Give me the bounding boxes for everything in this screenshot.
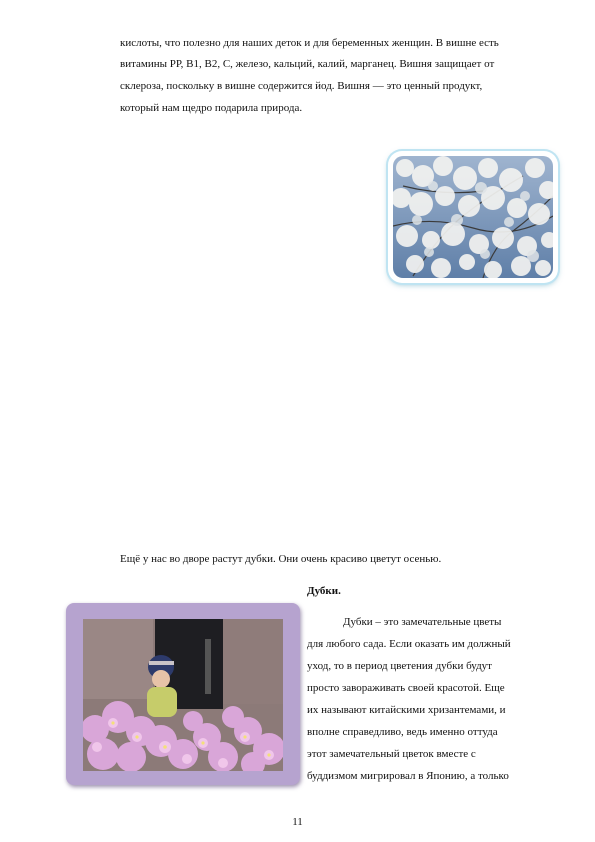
text-line: просто завораживать своей красотой. Еще	[307, 682, 505, 694]
text-line: буддизмом мигрировал в Японию, а только	[307, 770, 509, 782]
section-heading: Дубки.	[307, 585, 341, 597]
text-line: для любого сада. Если оказать им должный	[307, 638, 511, 650]
child-with-flowers-image	[83, 619, 283, 771]
text-line: этот замечательный цветок вместе с	[307, 748, 476, 760]
text-line: вполне справедливо, ведь именно оттуда	[307, 726, 498, 738]
text-line: уход, то в период цветения дубки будут	[307, 660, 492, 672]
text-line: витамины РР, В1, В2, С, железо, кальций, калий, марганец. Вишня защищает от	[120, 58, 495, 70]
cherry-blossom-photo	[388, 151, 558, 283]
text-line: их называют китайскими хризантемами, и	[307, 704, 506, 716]
text-line: Дубки – это замечательные цветы	[343, 616, 502, 628]
text-line: склероза, поскольку в вишне содержится йод. Вишня — это ценный продукт,	[120, 80, 483, 92]
dubki-flowers-photo	[66, 603, 300, 785]
intro-sentence: Ещё у нас во дворе растут дубки. Они очень красиво цветут осенью.	[120, 553, 442, 565]
text-line: который нам щедро подарила природа.	[120, 102, 303, 114]
cherry-blossom-image	[393, 156, 553, 278]
text-line: кислоты, что полезно для наших деток и для беременных женщин. В вишне есть	[120, 37, 499, 49]
page-number: 11	[292, 816, 303, 828]
